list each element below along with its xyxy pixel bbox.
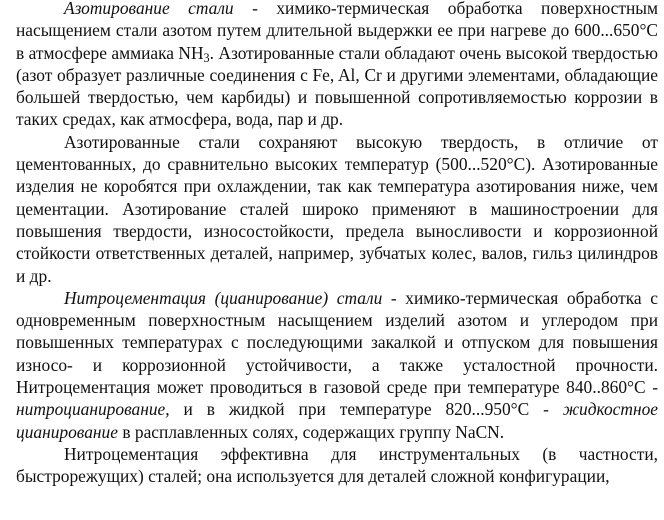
paragraph-text: Нитроцементация эффективна для инструментальных (в частности, быстрорежущих) сталей; она используется для деталей сложной конфигурации, bbox=[16, 443, 658, 487]
term-nitrocyaniding: нитроцианирование, bbox=[16, 399, 170, 420]
term-liquid-cyaniding: жидкостное цианирование bbox=[16, 399, 658, 442]
subscript: 3 bbox=[203, 50, 210, 65]
paragraph-nitrocarburizing-definition bbox=[16, 287, 658, 443]
paragraph-nitrided-steels bbox=[16, 131, 658, 287]
paragraph-text: - химико-термическая обработка с одновременным поверхностным насыщением изделий азотом и углеродом при повышенных температурах с последующими закалкой и отпуском для повышения износо- и коррозионной устойчивости, а также усталостной прочности. Нитроцементация может проводиться в газовой среде при температуре 840..860°С - bbox=[16, 287, 658, 398]
paragraph-text: - химико-термическая обработка поверхностным насыщением стали азотом путем длительной выдержки ее при нагреве до 600...650°С в атмосфере аммиака NH bbox=[16, 0, 658, 63]
paragraph-text: и в жидкой при температуре 820...950°С - bbox=[169, 399, 563, 420]
term-nitriding: Азотирование стали bbox=[64, 0, 234, 18]
term-nitrocarburizing: Нитроцементация (цианирование) стали bbox=[64, 287, 383, 308]
paragraph-text: в расплавленных солях, содержащих группу NaCN. bbox=[117, 421, 505, 442]
paragraph-nitrocarburizing-use bbox=[16, 443, 658, 488]
paragraph-nitriding-definition bbox=[16, 0, 658, 131]
paragraph-text: . Азотированные стали обладают очень высокой твердостью (азот образует различные соединения с Fe, Al, Cr и другими элементами, обладающие большей твердостью, чем карбиды) и повышенной сопротивляемостью коррозии в таких средах, как атмосфера, вода, пар и др. bbox=[16, 42, 658, 130]
document-page bbox=[16, 0, 658, 488]
paragraph-text: Азотированные стали сохраняют высокую твердость, в отличие от цементованных, до сравнительно высоких температур (500...520°С). Азотированные изделия не коробятся при охлаждении, так как температура азотирования ниже, чем цементации. Азотирование сталей широко применяют в машиностроении для повышения твердости, износостойкости, предела выносливости и коррозионной стойкости ответственных деталей, например, зубчатых колес, валов, гильз цилиндров и др. bbox=[16, 131, 658, 286]
